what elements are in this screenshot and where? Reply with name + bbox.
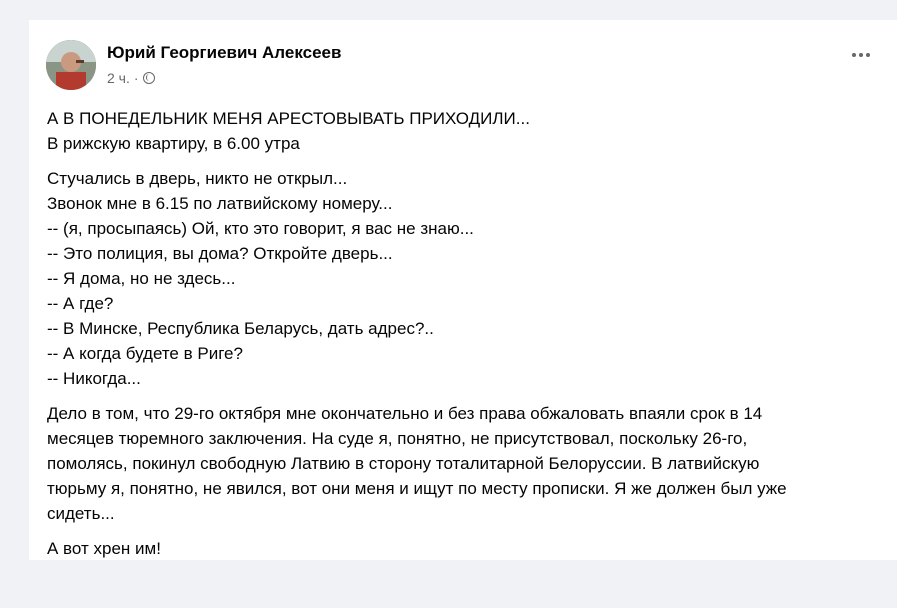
- text-line: -- Никогда...: [47, 369, 141, 388]
- post-time[interactable]: 2 ч.: [107, 70, 130, 86]
- dot-icon: [866, 53, 870, 57]
- globe-icon[interactable]: [143, 72, 155, 84]
- text-line: -- (я, просыпаясь) Ой, кто это говорит, я вас не знаю...: [47, 219, 474, 238]
- author-name[interactable]: Юрий Георгиевич Алексеев: [107, 43, 342, 62]
- text-line: тюрьму я, понятно, не явился, вот они меня и ищут по месту прописки. Я же должен был уже: [47, 479, 787, 498]
- dot-icon: [859, 53, 863, 57]
- author-avatar[interactable]: [46, 40, 96, 90]
- text-line: В рижскую квартиру, в 6.00 утра: [47, 134, 300, 153]
- text-line: -- Это полиция, вы дома? Откройте дверь...: [47, 244, 393, 263]
- post-meta: [107, 70, 155, 86]
- text-line: -- Я дома, но не здесь...: [47, 269, 236, 288]
- text-line: Дело в том, что 29-го октября мне окончательно и без права обжаловать впаяли срок в 14: [47, 404, 763, 423]
- avatar-image: [46, 40, 96, 90]
- text-line: А В ПОНЕДЕЛЬНИК МЕНЯ АРЕСТОВЫВАТЬ ПРИХОДИЛИ...: [47, 109, 530, 128]
- meta-separator: ·: [133, 70, 139, 86]
- post-text: [47, 106, 847, 571]
- paragraph: [47, 166, 847, 391]
- text-line: Стучались в дверь, никто не открыл...: [47, 169, 348, 188]
- dot-icon: [852, 53, 856, 57]
- text-line: помолясь, покинул свободную Латвию в сторону тоталитарной Белоруссии. В латвийскую: [47, 454, 760, 473]
- text-line: -- А когда будете в Риге?: [47, 344, 243, 363]
- text-line: А вот хрен им!: [47, 539, 161, 558]
- text-line: -- В Минске, Республика Беларусь, дать адрес?..: [47, 319, 434, 338]
- text-line: Звонок мне в 6.15 по латвийскому номеру...: [47, 194, 393, 213]
- post-card: [29, 20, 897, 560]
- paragraph: [47, 106, 847, 156]
- text-line: сидеть...: [47, 504, 115, 523]
- text-line: месяцев тюремного заключения. На суде я, понятно, не присутствовал, поскольку 26-го,: [47, 429, 748, 448]
- paragraph: [47, 401, 847, 526]
- paragraph: [47, 536, 847, 561]
- text-line: -- А где?: [47, 294, 114, 313]
- more-options-icon[interactable]: [852, 53, 870, 57]
